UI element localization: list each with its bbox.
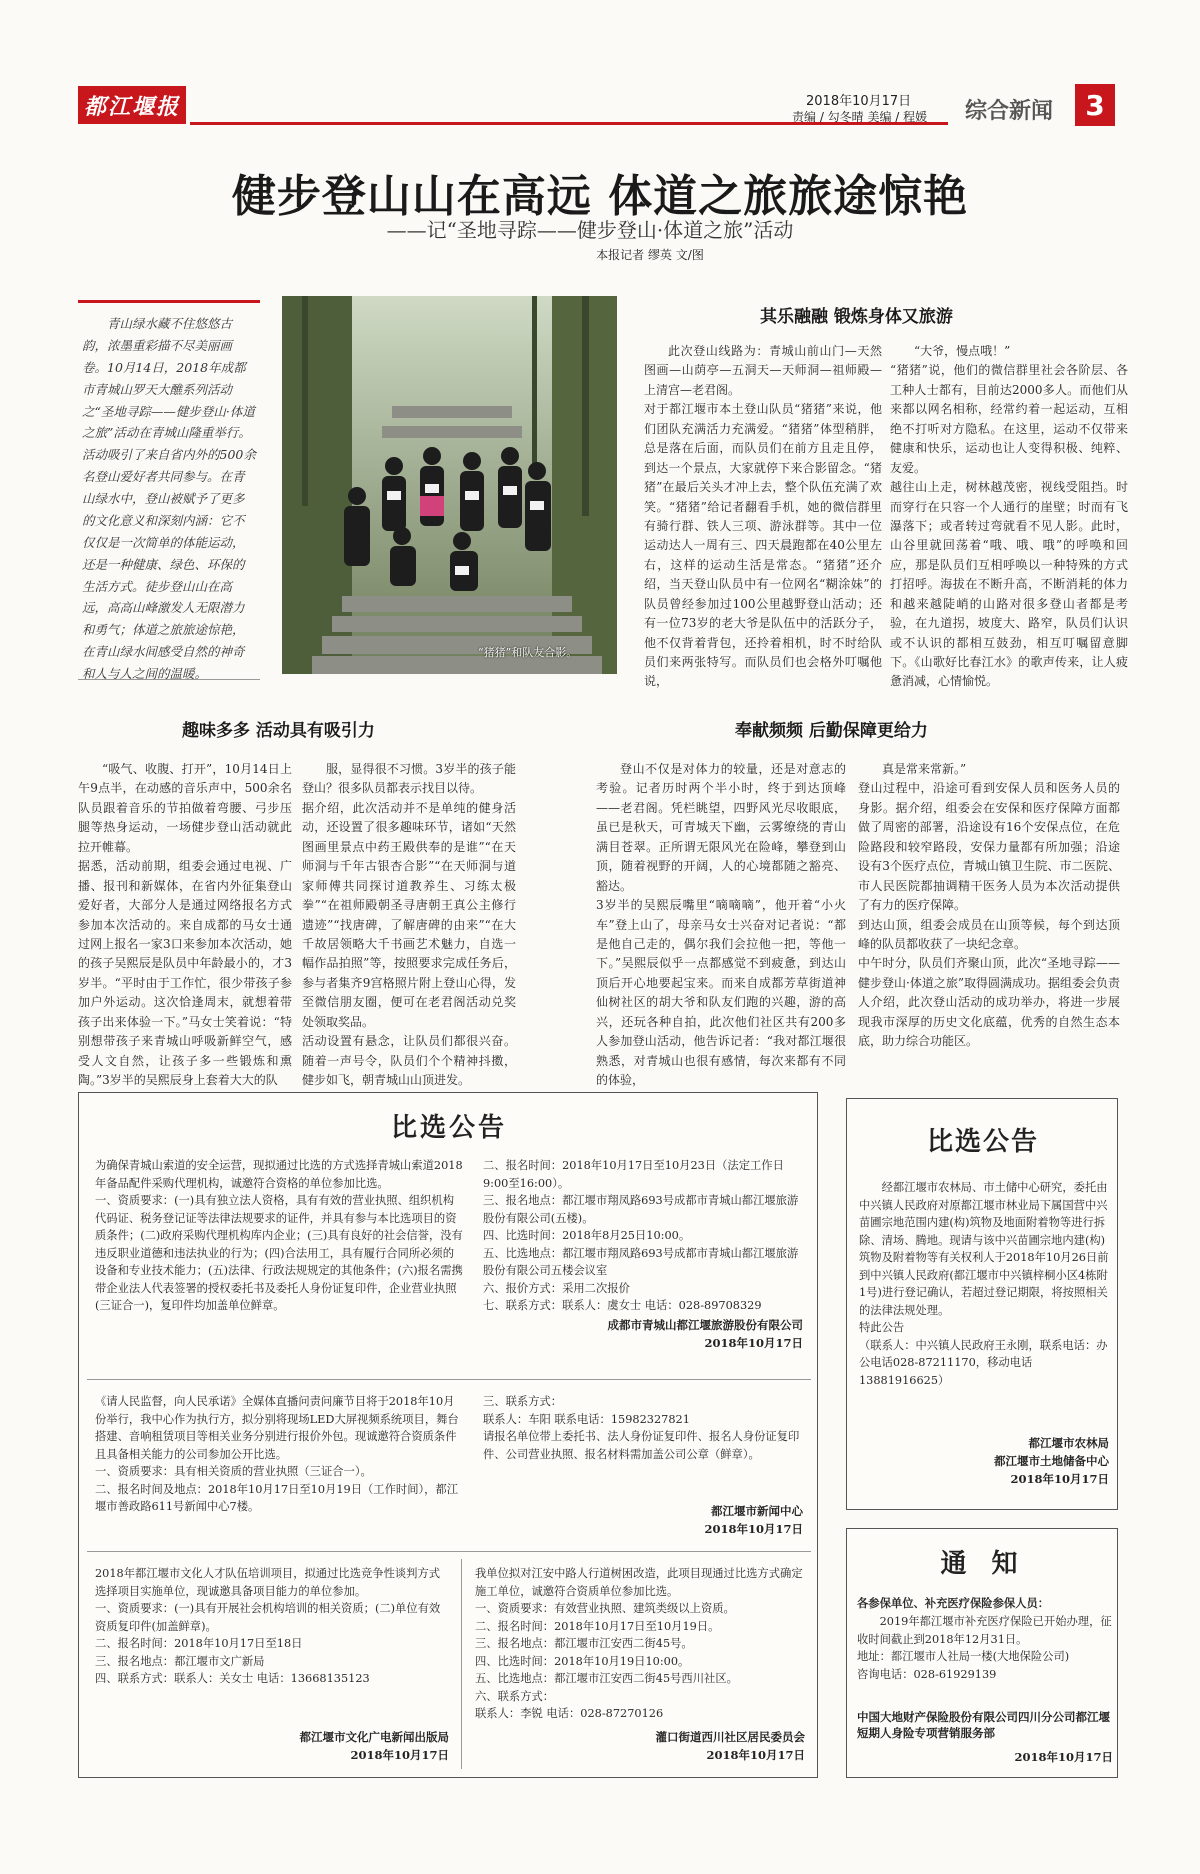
ad1-right-text: 二、报名时间：2018年10月17日至10月23日（法定工作日9:00至16:00）。 三、报名地点：都江堰市翔凤路693号成都市青城山都江堰旅游股份有限公司(五楼)。 四、比选时间：2018年8月25日10:00。 五、比选地点：都江堰市翔凤路693号成都市青城山都江堰旅游股份有限公司五楼会议室 六、报价方式：采用二次报价 七、联系方式：联系人：虞女士 电话：028-89708329 — [483, 1159, 799, 1312]
ad1-left-text: 为确保青城山索道的安全运营，现拟通过比选的方式选择青城山索道2018年备品配件采购代理机构，诚邀符合资格的单位参加比选。 一、资质要求：(一)具有独立法人资格，具有有效的营业执照、组织机构代码证、税务登记证等法律法规要求的证件，并具有参与本比选项目的资质条件；(二)政府采购代理机构库内企业；(三)具有良好的社会信誉，没有违反职业道德和违法执业的行为；(四)合法用工，具有履行合同所必须的设备和专业技术能力；(五)法律、行政法规规定的其他条件；(六)报名需携带企业法人代表签署的授权委托书及委托人身份证复印件，企业营业执照(三证合一)，复印件均加盖单位鲜章。 — [95, 1159, 463, 1312]
section2-column-2: 服，显得很不习惯。3岁半的孩子能登山？很多队员都表示找目以待。 据介绍，此次活动并不是单纯的健身活动，还设置了很多趣味环节，诸如“天然图画里景点中药王殿供奉的是谁”“在天师洞与千年古银杏合影”“在天师洞与道家师傅共同探讨道教养生、习练太极拳”“在祖师殿朝圣寻唐朝王真公主修行遗迹”“找唐碑，了解唐碑的由来”“在大千故居领略大千书画艺术魅力，自选一幅作品拍照”等，按照要求完成任务后，参与者集齐9宫格照片附上登山心得，发至微信朋友圈，便可在老君阁活动兑奖处领取奖品。 活动设置有悬念，让队员们都很兴奋。随着一声号令，队员们个个精神抖擞，健步如飞，朝青城山山顶进发。 — [302, 762, 516, 1087]
group-photo-illustration — [282, 296, 617, 674]
announcement-box — [78, 1092, 818, 1778]
ad4-text: 我单位拟对江安中路人行道树困改造，此项目现通过比选方式确定施工单位，诚邀符合资质单位参加比选。 一、资质要求：有效营业执照、建筑类级以上资质。 二、报名时间：2018年10月17日至10月19日。 三、报名地点：都江堰市江安西二街45号。 四、比选时间：2018年10月19日10:00。 五、比选地点：都江堰市江安西二街45号西川社区。 六、联系方式： 联系人：李锐 电话：028-87270126 — [475, 1567, 803, 1720]
side-date: 2018年10月17日 — [1010, 1472, 1109, 1486]
side-signature-1: 都江堰市农林局 — [1028, 1436, 1109, 1450]
side-announcement-title: 比选公告 — [926, 1127, 1039, 1157]
ad3-text: 2018年都江堰市文化人才队伍培训项目，拟通过比选竞争性谈判方式选择项目实施单位，现诚邀具备项目能力的单位参加。 一、资质要求：(一)具有开展社会机构培训的相关资质；(二)单位有效资质复印件(加盖鲜章)。 二、报名时间：2018年10月17日至18日 三、报名地点：都江堰市文广新局 四、联系方式：联系人：关女士 电话：13668135123 — [95, 1567, 441, 1685]
side-announcement-body: 经都江堰市农林局、市土储中心研究，委托由中兴镇人民政府对原都江堰市林业局下属国营中兴苗圃宗地范围内建(构)筑物及地面附着物等进行拆除、清场、腾地。现请与该中兴苗圃宗地内建(构)筑物及附着物等有关权利人于2018年10月26日前到中兴镇人民政府(都江堰市中兴镇梓桐小区4栋附1号)进行登记确认，若超过登记期限，将按照相关的法律法规处理。 特此公告 （联系人：中兴镇人民政府王永刚，联系电话：办公电话028-87211170，移动电话13881916625） — [859, 1181, 1109, 1387]
section1-column-1: 此次登山线路为：青城山前山门—天然图画—山荫亭—五洞天—天师洞—祖师殿—上清宫—老君阁。 对于都江堰市本土登山队员“猪猪”来说，他们团队充满活力充满爱。“猪猪”体型稍胖，总是落在后面，而队员们在前方且走且停，到达一个景点，大家就停下来合影留念。“猪猪”在最后关头才冲上去，整个队伍充满了欢笑。“猪猪”给记者翻看手机，她的微信群里有骑行群、铁人三项、游泳群等。其中一位运动达人一周有三、四天晨跑都在40公里左右，这样的运动生活是常态。“猪猪”还介绍，当天登山队员中有一位网名“糊涂妹”的队员曾经参加过100公里越野登山活动；还有一位73岁的老大爷是队伍中的活跃分子，他不仅背着背包，还拎着相机，时不时给队员们来两张特写。而队员们也会格外叮嘱他说， — [644, 344, 882, 689]
ad2-date: 2018年10月17日 — [704, 1522, 803, 1536]
ad4-signature: 灌口街道西川社区居民委员会 — [655, 1730, 805, 1744]
group-photo — [282, 296, 617, 674]
intro-box: 青山绿水藏不住悠悠古韵，浓墨重彩描不尽美丽画卷。10月14日，2018年成都市青城山罗天大醮系列活动之“圣地寻踪——健步登山·体道之旅”活动在青城山隆重举行。活动吸引了来自省内外的500余名登山爱好者共同参与。在青山绿水中，登山被赋予了更多的文化意义和深刻内涵：它不仅仅是一次简单的体能运动，还是一种健康、绿色、环保的生活方式。徒步登山山在高远，高高山峰激发人无限潜力和勇气；体道之旅旅途惊艳，在青山绿水间感受自然的神奇和人与人之间的温暖。 — [78, 300, 260, 680]
ad1-date: 2018年10月17日 — [704, 1336, 803, 1350]
section-name: 综合新闻 — [965, 99, 1054, 124]
ad-divider — [87, 1379, 811, 1380]
section1-column-2: “大爷，慢点哦！” “猪猪”说，他们的微信群里社会各阶层、各工种人士都有，目前达2000多人。而他们从来都以网名相称，经常约着一起运动，互相绝不打听对方隐私。在这里，运动不仅带来健康和快乐，运动也让人变得积极、纯粹、友爱。 越往山上走，树林越茂密，视线受阻挡。时而穿行在只容一个人通行的崖壁；时而有飞瀑落下；或者转过弯就看不见人影。此时，山谷里就回荡着“哦、哦、哦”的呼唤和回应，那是队员们互相呼唤以一种特殊的方式打招呼。海拔在不断升高，不断消耗的体力和越来越陡峭的山路对很多登山者都是考验，在九道拐，坡度大、路窄，队员们认识或不认识的都相互鼓劲，相互叮嘱留意脚下。《山歌好比春江水》的歌声传来，让人疲惫消减，心情愉悦。 — [890, 344, 1128, 689]
ad2-signature: 都江堰市新闻中心 — [711, 1504, 803, 1518]
newspaper-logo: 都江堰报 — [78, 86, 186, 124]
ad4-date: 2018年10月17日 — [706, 1748, 805, 1762]
ad-divider — [461, 1559, 462, 1769]
section2-column-1: “吸气、收腹、打开”，10月14日上午9点半，在动感的音乐声中，500余名队员跟着音乐的节拍做着弯腰、弓步压腿等热身运动，一场健步登山活动就此拉开帷幕。 据悉，活动前期，组委会通过电视、广播、报刊和新媒体，在省内外征集登山爱好者，大部分人是通过网络报名方式参加本次活动的。来自成都的马女士通过网上报名一家3口来参加本次活动，她的孩子吴熙辰是队员中年龄最小的，才3岁半。“平时由于工作忙，很少带孩子参加户外运动。这次恰逢周末，就想着带孩子出来体验一下。”马女士笑着说：“特别想带孩子来青城山呼吸新鲜空气，感受人文自然，让孩子多一些锻炼和熏陶。”3岁半的吴熙辰身上套着大大的队 — [78, 762, 292, 1087]
page-number: 3 — [1075, 84, 1115, 126]
byline: 本报记者 缪英 文/图 — [596, 248, 704, 262]
section3-column-2: 真是常来常新。” 登山过程中，沿途可看到安保人员和医务人员的身影。据介绍，组委会在安保和医疗保障方面都做了周密的部署，沿途设有16个安保点位，在危险路段和较窄路段，安保力量都有所加强；沿途设有3个医疗点位，青城山镇卫生院、市二医院、市人民医院都抽调精干医务人员为本次活动提供了有力的医疗保障。 到达山顶，组委会成员在山顶等候，每个到达顶峰的队员都收获了一块纪念章。 中午时分，队员们齐聚山顶，此次“圣地寻踪——健步登山·体道之旅”取得圆满成功。据组委会负责人介绍，此次登山活动的成功举办，将进一步展现我市深厚的历史文化底蕴，优秀的自然生态本底，助力综合功能区。 — [858, 762, 1120, 1049]
notice-signature: 中国大地财产保险股份有限公司四川分公司都江堰短期人身险专项营销服务部 — [857, 1710, 1110, 1740]
notice-body: 2019年都江堰市补充医疗保险已开始办理，征收时间截止到2018年12月31日。 地址：都江堰市人社局一楼(大地保险公司) 咨询电话：028-61929139 — [857, 1615, 1112, 1681]
ad1-signature: 成都市青城山都江堰旅游股份有限公司 — [607, 1318, 803, 1332]
side-announcement-box — [846, 1098, 1118, 1510]
section2-title: 趣味多多 活动具有吸引力 — [182, 721, 375, 741]
ad2-right-text: 三、联系方式： 联系人：车阳 联系电话：15982327821 请报名单位带上委托书、法人身份证复印件、报名人身份证复印件、公司营业执照、报名材料需加盖公司公章（鲜章）。 — [483, 1395, 800, 1461]
notice-title: 通 知 — [940, 1549, 1026, 1579]
editors-line: 责编 / 勾冬晴 美编 / 程媛 — [792, 110, 928, 124]
section3-title: 奉献频频 后勤保障更给力 — [735, 721, 928, 741]
subheadline: ——记“圣地寻踪——健步登山·体道之旅”活动 — [386, 218, 794, 242]
side-signature-2: 都江堰市土地储备中心 — [994, 1454, 1109, 1468]
announcement-title: 比选公告 — [390, 1113, 507, 1143]
ad2-left-text: 《请人民监督，向人民承诺》全媒体直播问责问廉节目将于2018年10月份举行，我中心作为执行方，拟分别将现场LED大屏视频系统项目，舞台搭建、音响租赁项目等相关业务分别进行报价外包。现诚邀符合资质条件且具备相关能力的公司参加公开比选。 一、资质要求：具有相关资质的营业执照（三证合一）。 二、报名时间及地点：2018年10月17日至10月19日（工作时间），都江堰市善政路611号新闻中心7楼。 — [95, 1395, 459, 1513]
ad3-signature: 都江堰市文化广电新闻出版局 — [299, 1730, 449, 1744]
section1-title: 其乐融融 锻炼身体又旅游 — [760, 307, 953, 327]
section3-column-1: 登山不仅是对体力的较量，还是对意志的考验。记者历时两个半小时，终于到达顶峰——老君阁。凭栏眺望，四野风光尽收眼底，虽已是秋天，可青城天下幽，云雾缭绕的青山满目苍翠。正所谓无限风光在险峰，攀登到山顶，随着视野的开阔，人的心境都随之豁亮、豁达。 3岁半的吴熙辰嘴里“嘀嘀嘀”，他开着“小火车”登上山了，母亲马女士兴奋对记者说：“都是他自己走的，偶尔我们会拉他一把，等他一下。”吴熙辰似乎一点都感觉不到疲惫，到达山顶后开心地要起宝来。而来自成都芳草街道神仙树社区的胡大爷和队友们跑的兴趣，游的高兴，还玩各种自拍，此次他们社区共有200多人参加登山活动，他告诉记者：“我对都江堰很熟悉，对青城山也很有感情，每次来都有不同的体验， — [596, 762, 846, 1087]
notice-lead: 各参保单位、补充医疗保险参保人员： — [857, 1596, 1050, 1610]
notice-box — [846, 1528, 1118, 1778]
ad-divider — [87, 1551, 811, 1552]
ad3-date: 2018年10月17日 — [350, 1748, 449, 1762]
issue-date: 2018年10月17日 — [806, 94, 912, 109]
notice-date: 2018年10月17日 — [1014, 1750, 1113, 1764]
headline: 健步登山山在高远 体道之旅旅途惊艳 — [231, 171, 969, 222]
photo-caption: “猪猪”和队友合影。 — [478, 646, 578, 659]
